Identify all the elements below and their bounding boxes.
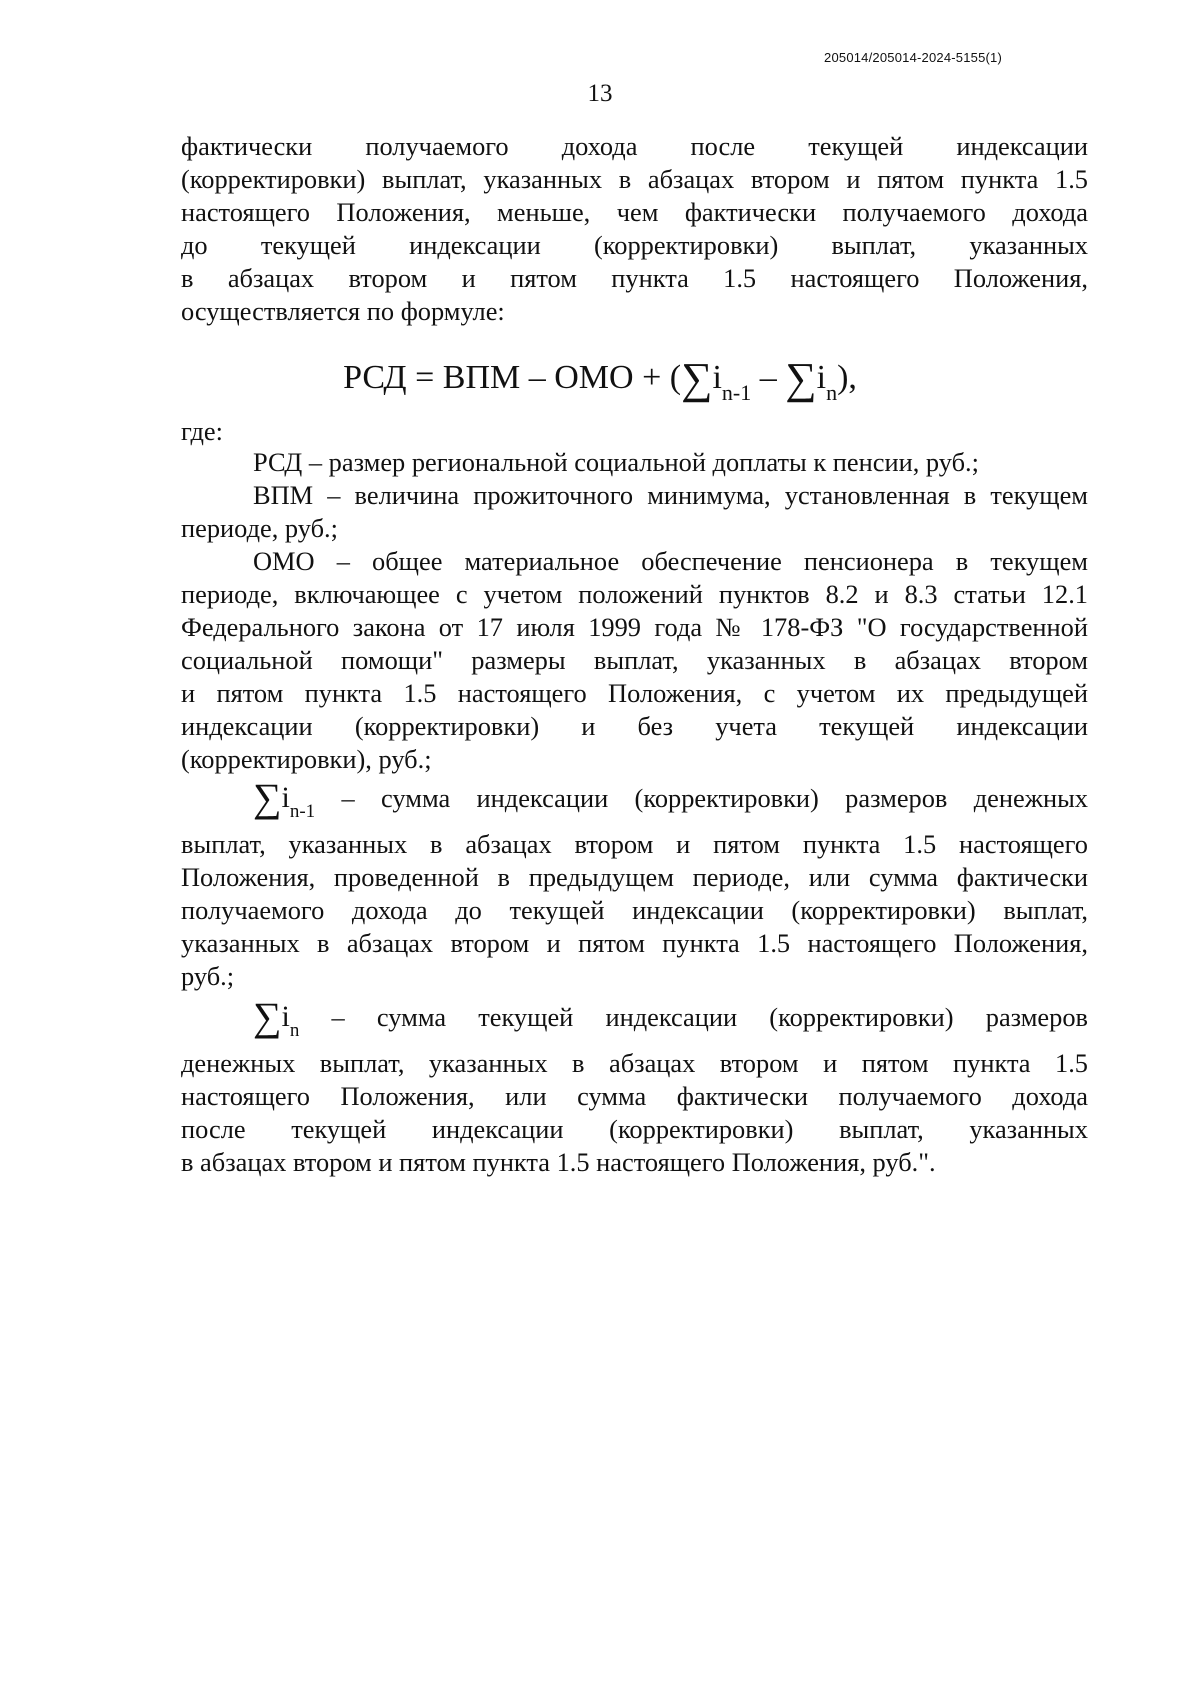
formula-lhs: РСД = ВПМ – ОМО + (: [343, 359, 682, 396]
text-line: выплат, указанных в абзацах втором и пятом пункта 1.5 настоящего: [181, 829, 1088, 859]
document-id: 205014/205014-2024-5155(1): [824, 50, 1002, 65]
text-line: периоде, включающее с учетом положений пунктов 8.2 и 8.3 статьи 12.1: [181, 579, 1088, 609]
text-line: после текущей индексации (корректировки) выплат, указанных: [181, 1114, 1088, 1144]
sum-symbol: ∑: [253, 775, 282, 820]
definition-rsd: [181, 446, 1088, 479]
sum-symbol: ∑: [681, 354, 713, 403]
text-line: ВПМ – величина прожиточного минимума, установленная в текущем: [253, 480, 1088, 510]
text-line: получаемого дохода до текущей индексации (корректировки) выплат,: [181, 895, 1088, 925]
text-line: РСД – размер региональной социальной доплаты к пенсии, руб.;: [253, 447, 979, 477]
text-line: [181, 994, 1088, 1047]
formula-subscript: n-1: [721, 380, 752, 405]
text-line: ОМО – общее материальное обеспечение пенсионера в текущем: [253, 546, 1088, 576]
definition-sum-previous: [181, 775, 1088, 993]
formula-subscript: n: [826, 380, 838, 405]
text-line: в абзацах втором и пятом пункта 1.5 настоящего Положения,: [181, 263, 1088, 293]
text-line: (корректировки) выплат, указанных в абзацах втором и пятом пункта 1.5: [181, 164, 1088, 194]
text-line: периоде, руб.;: [181, 513, 338, 543]
where-label: [181, 415, 1088, 448]
text-line: до текущей индексации (корректировки) выплат, указанных: [181, 230, 1088, 260]
formula-i: i: [816, 359, 827, 396]
formula: [0, 356, 1200, 415]
text-line: (корректировки), руб.;: [181, 744, 432, 774]
text-line: Положения, проведенной в предыдущем периоде, или сумма фактически: [181, 862, 1088, 892]
formula-i: i: [712, 359, 722, 396]
formula-i: i: [281, 1000, 290, 1033]
text-line: фактически получаемого дохода после текущей индексации: [181, 131, 1088, 161]
definition-vpm: [181, 479, 1088, 545]
text-line: Федерального закона от 17 июля 1999 года № 178-ФЗ "О государственной: [181, 612, 1088, 642]
paragraph-intro: [181, 130, 1088, 328]
page-number: 13: [587, 80, 613, 107]
where-text: где:: [181, 416, 223, 446]
formula-end: ),: [837, 359, 857, 396]
text-line: настоящего Положения, или сумма фактически получаемого дохода: [181, 1081, 1088, 1111]
formula-minus: –: [751, 359, 786, 396]
sum-symbol: ∑: [785, 354, 817, 403]
text-line: денежных выплат, указанных в абзацах втором и пятом пункта 1.5: [181, 1048, 1088, 1078]
text-line: руб.;: [181, 961, 235, 991]
definition-text: – сумма индексации (корректировки) размеров денежных: [315, 783, 1088, 813]
text-line: в абзацах втором и пятом пункта 1.5 настоящего Положения, руб.".: [181, 1147, 936, 1177]
text-line: социальной помощи" размеры выплат, указанных в абзацах втором: [181, 645, 1088, 675]
definition-text: – сумма текущей индексации (корректировки) размеров: [299, 1002, 1088, 1032]
definition-sum-current: [181, 994, 1088, 1179]
text-line: осуществляется по формуле:: [181, 296, 505, 326]
definition-omo: [181, 545, 1088, 776]
formula-subscript: n-1: [289, 801, 316, 822]
sum-symbol: ∑: [253, 994, 282, 1039]
text-line: настоящего Положения, меньше, чем фактически получаемого дохода: [181, 197, 1088, 227]
formula-i: i: [281, 781, 290, 814]
formula-subscript: n: [289, 1020, 300, 1041]
text-line: указанных в абзацах втором и пятом пункта 1.5 настоящего Положения,: [181, 928, 1088, 958]
text-line: [181, 775, 1088, 828]
text-line: и пятом пункта 1.5 настоящего Положения, с учетом их предыдущей: [181, 678, 1088, 708]
text-line: индексации (корректировки) и без учета текущей индексации: [181, 711, 1088, 741]
